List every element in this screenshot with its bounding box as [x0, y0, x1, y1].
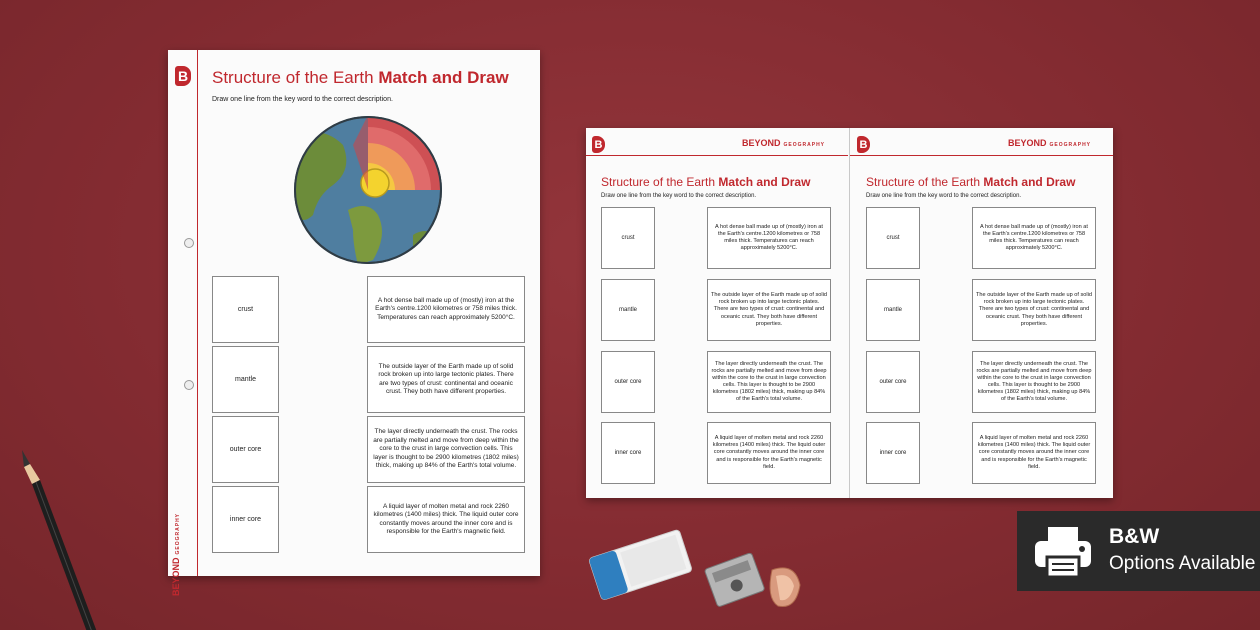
title-bold: Match and Draw — [718, 175, 811, 189]
header-brand — [742, 138, 825, 148]
description-box: The layer directly underneath the crust. The rocks are partially melted and move from deep within the core to the crust in large convection cells. This layer is thought to be 2900 kilometres (1802 miles) thick, making up 84% of the Earth's total volume. — [972, 351, 1096, 413]
keyword-box-crust: crust — [601, 207, 655, 269]
brand-logo-icon: B — [857, 136, 870, 153]
title-normal: Structure of the Earth — [212, 68, 379, 87]
worksheet-title — [866, 175, 1075, 189]
instruction: Draw one line from the key word to the correct description. — [601, 193, 757, 199]
description-box: The outside layer of the Earth made up of solid rock broken up into large tectonic plates. There are two types of crust: continental and oceanic crust. They both have different properties. — [972, 279, 1096, 341]
keyword-box-mantle: mantle — [212, 346, 279, 413]
brand-name: BEYOND — [1008, 138, 1047, 148]
brand-name: BEYOND — [742, 138, 781, 148]
worksheet-title — [601, 175, 810, 189]
brand-sub: GEOGRAPHY — [783, 142, 826, 148]
description-box: A liquid layer of molten metal and rock 2260 kilometres (1400 miles) thick. The liquid outer core constantly moves around the inner core and is responsible for the Earth's magnetic field. — [367, 486, 525, 553]
description-box: A hot dense ball made up of (mostly) iron at the Earth's centre.1200 kilometres or 758 miles thick. Temperatures can reach approximately 5200°C. — [367, 276, 525, 343]
keyword-box-crust: crust — [212, 276, 279, 343]
description-box: The outside layer of the Earth made up of solid rock broken up into large tectonic plates. There are two types of crust: continental and oceanic crust. They both have different properties. — [707, 279, 831, 341]
earth-cross-section-illustration — [293, 115, 443, 265]
worksheet-booklet — [586, 128, 1113, 498]
description-box: A hot dense ball made up of (mostly) iron at the Earth's centre.1200 kilometres or 758 miles thick. Temperatures can reach approximately 5200°C. — [972, 207, 1096, 269]
title-normal: Structure of the Earth — [866, 175, 984, 189]
keyword-box-crust: crust — [866, 207, 920, 269]
header-rule — [850, 155, 1113, 156]
instruction: Draw one line from the key word to the correct description. — [866, 193, 1022, 199]
instruction: Draw one line from the key word to the correct description. — [212, 96, 393, 103]
description-box: The outside layer of the Earth made up of solid rock broken up into large tectonic plates. There are two types of crust: continental and oceanic crust. They both have different properties. — [367, 346, 525, 413]
description-box: A liquid layer of molten metal and rock 2260 kilometres (1400 miles) thick. The liquid outer core constantly moves around the inner core and is responsible for the Earth's magnetic field. — [707, 422, 831, 484]
keyword-box-outer-core: outer core — [212, 416, 279, 483]
printer-icon — [1033, 521, 1093, 581]
header-brand — [1008, 138, 1091, 148]
banner-title: B&W — [1109, 525, 1160, 548]
title-normal: Structure of the Earth — [601, 175, 719, 189]
keyword-box-outer-core: outer core — [866, 351, 920, 413]
eraser-illustration — [585, 525, 695, 605]
keyword-box-mantle: mantle — [601, 279, 655, 341]
brand-sub: GEOGRAPHY — [175, 512, 181, 555]
bw-options-banner — [1017, 511, 1260, 591]
keyword-box-mantle: mantle — [866, 279, 920, 341]
punch-hole — [184, 238, 194, 248]
brand-name: BEYOND — [171, 557, 181, 596]
description-box: A liquid layer of molten metal and rock 2260 kilometres (1400 miles) thick. The liquid outer core constantly moves around the inner core and is responsible for the Earth's magnetic field. — [972, 422, 1096, 484]
brand-logo-icon: B — [175, 66, 191, 86]
keyword-box-outer-core: outer core — [601, 351, 655, 413]
margin-rule — [197, 50, 198, 576]
description-box: The layer directly underneath the crust. The rocks are partially melted and move from deep within the core to the crust in large convection cells. This layer is thought to be 2900 kilometres (1802 miles) thick, making up 84% of the Earth's total volume. — [707, 351, 831, 413]
title-bold: Match and Draw — [983, 175, 1076, 189]
page-fold — [849, 128, 850, 498]
sharpener-illustration — [700, 540, 810, 620]
keyword-box-inner-core: inner core — [212, 486, 279, 553]
worksheet-portrait — [168, 50, 540, 596]
keyword-box-inner-core: inner core — [601, 422, 655, 484]
title-bold: Match and Draw — [378, 68, 509, 87]
punch-hole — [184, 380, 194, 390]
header-rule — [586, 155, 848, 156]
pencil-illustration — [20, 450, 110, 630]
keyword-box-inner-core: inner core — [866, 422, 920, 484]
worksheet-title — [212, 68, 509, 88]
brand-sub: GEOGRAPHY — [1049, 142, 1092, 148]
brand-logo-icon: B — [592, 136, 605, 153]
banner-subtitle: Options Available — [1109, 553, 1256, 574]
description-box: A hot dense ball made up of (mostly) iron at the Earth's centre.1200 kilometres or 758 miles thick. Temperatures can reach approximately 5200°C. — [707, 207, 831, 269]
description-box: The layer directly underneath the crust. The rocks are partially melted and move from deep within the core to the crust in large convection cells. This layer is thought to be 2900 kilometres (1802 miles) thick, making up 84% of the Earth's total volume. — [367, 416, 525, 483]
